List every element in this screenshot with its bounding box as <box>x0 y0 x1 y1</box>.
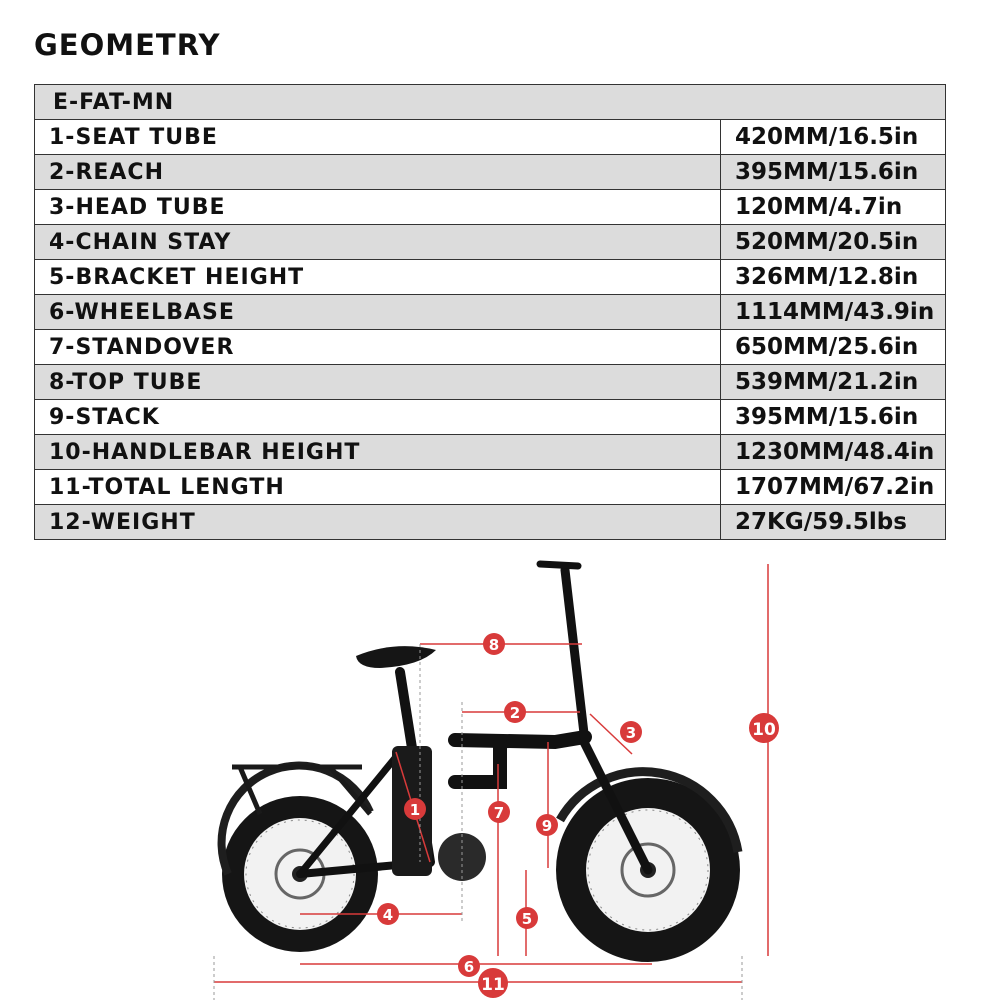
marker-1 <box>404 798 426 820</box>
spec-value: 27KG/59.5lbs <box>721 505 946 540</box>
spec-label: 12-WEIGHT <box>35 505 721 540</box>
geometry-table <box>34 84 946 540</box>
table-row <box>35 400 946 435</box>
marker-label: 8 <box>488 636 500 654</box>
spec-value: 520MM/20.5in <box>721 225 946 260</box>
bike-diagram <box>0 552 1000 1000</box>
marker-label: 5 <box>521 910 533 928</box>
marker-9 <box>536 814 558 836</box>
marker-label: 2 <box>509 704 521 722</box>
spec-label: 2-REACH <box>35 155 721 190</box>
spec-label: 9-STACK <box>35 400 721 435</box>
table-header-row <box>35 85 946 120</box>
spec-label: 8-TOP TUBE <box>35 365 721 400</box>
marker-label: 1 <box>409 801 421 819</box>
saddle <box>356 646 436 668</box>
spec-value: 1114MM/43.9in <box>721 295 946 330</box>
marker-label: 9 <box>541 817 553 835</box>
spec-value: 539MM/21.2in <box>721 365 946 400</box>
marker-8 <box>483 633 505 655</box>
table-row <box>35 470 946 505</box>
model-name: E-FAT-MN <box>35 85 946 120</box>
marker-2 <box>504 701 526 723</box>
bike-illustration <box>0 552 1000 1000</box>
marker-label: 10 <box>752 720 776 740</box>
marker-label: 3 <box>625 724 637 742</box>
spec-label: 5-BRACKET HEIGHT <box>35 260 721 295</box>
spec-value: 1230MM/48.4in <box>721 435 946 470</box>
table-row <box>35 330 946 365</box>
page-title: GEOMETRY <box>34 28 221 62</box>
spec-value: 120MM/4.7in <box>721 190 946 225</box>
spec-value: 395MM/15.6in <box>721 155 946 190</box>
spec-value: 420MM/16.5in <box>721 120 946 155</box>
table-row <box>35 365 946 400</box>
marker-label: 7 <box>493 804 505 822</box>
spec-label: 7-STANDOVER <box>35 330 721 365</box>
table-row <box>35 505 946 540</box>
spec-label: 6-WHEELBASE <box>35 295 721 330</box>
spec-label: 11-TOTAL LENGTH <box>35 470 721 505</box>
spec-value: 1707MM/67.2in <box>721 470 946 505</box>
table-row <box>35 190 946 225</box>
table-row <box>35 435 946 470</box>
table-row <box>35 225 946 260</box>
marker-label: 11 <box>481 975 505 995</box>
spec-value: 395MM/15.6in <box>721 400 946 435</box>
marker-label: 4 <box>382 906 394 924</box>
marker-11 <box>478 968 508 998</box>
marker-label: 6 <box>463 958 475 976</box>
marker-7 <box>488 801 510 823</box>
table-row <box>35 260 946 295</box>
marker-3 <box>620 721 642 743</box>
marker-10 <box>749 713 779 743</box>
marker-6 <box>458 955 480 977</box>
spec-value: 326MM/12.8in <box>721 260 946 295</box>
handlebar <box>540 564 578 566</box>
marker-4 <box>377 903 399 925</box>
table-row <box>35 120 946 155</box>
spec-label: 1-SEAT TUBE <box>35 120 721 155</box>
table-row <box>35 155 946 190</box>
spec-label: 3-HEAD TUBE <box>35 190 721 225</box>
spec-label: 10-HANDLEBAR HEIGHT <box>35 435 721 470</box>
table-row <box>35 295 946 330</box>
marker-5 <box>516 907 538 929</box>
spec-value: 650MM/25.6in <box>721 330 946 365</box>
spec-label: 4-CHAIN STAY <box>35 225 721 260</box>
